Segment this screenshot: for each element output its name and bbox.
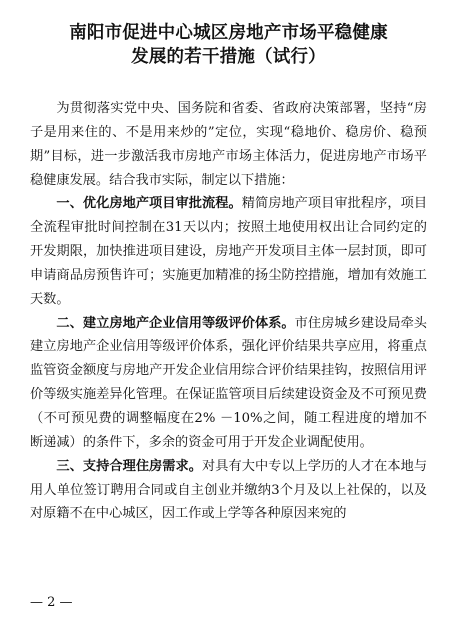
- document-body: [30, 97, 427, 526]
- section-1-paragraph: [30, 192, 427, 311]
- section-2-text: 市住房城乡建设局牵头建立房地产企业信用等级评价体系，强化评价结果共享应用，将重点监管资金额度与房地产开发企业信用综合评价结果挂钩，按照信用评价等级实施差异化管理。在保证监管项目后续建设资金及不可预见费（不可预见费的调整幅度在2% －10%之间，随工程进度的增加不断递减）的条件下，多余的资金可用于开发企业调配使用。: [30, 315, 427, 450]
- section-3-heading: 三、支持合理住房需求。: [56, 458, 203, 474]
- section-3-paragraph: [30, 455, 427, 527]
- section-2-heading: 二、建立房地产企业信用等级评价体系。: [56, 315, 295, 331]
- section-2-paragraph: [30, 312, 427, 455]
- section-1-text: 精简房地产项目审批程序，项目全流程审批时间控制在31天以内；按照土地使用权出让合同约定的开发期限，加快推进项目建设，房地产开发项目主体一层封顶，即可申请商品房预售许可；实施更加精准的扬尘防控措施，增加有效施工天数。: [30, 196, 428, 307]
- section-3-text: 对具有大中专以上学历的人才在本地与用人单位签订聘用合同或自主创业并缴纳3个月及以上社保的，以及对原籍不在中心城区，因工作或上学等各种原因来宛的: [30, 458, 428, 522]
- intro-paragraph: 为贯彻落实党中央、国务院和省委、省政府决策部署，坚持“房子是用来住的、不是用来炒的”定位，实现“稳地价、稳房价、稳预期”目标，进一步激活我市房地产市场主体活力，促进房地产市场平稳健康发展。结合我市实际，制定以下措施：: [30, 101, 427, 188]
- page-number: — 2 —: [30, 595, 73, 610]
- document-title-line-2: 发展的若干措施（试行）: [131, 47, 326, 67]
- document-title-line-1: 南阳市促进中心城区房地产市场平稳健康: [69, 23, 388, 43]
- section-1-heading: 一、优化房地产项目审批流程。: [56, 196, 242, 212]
